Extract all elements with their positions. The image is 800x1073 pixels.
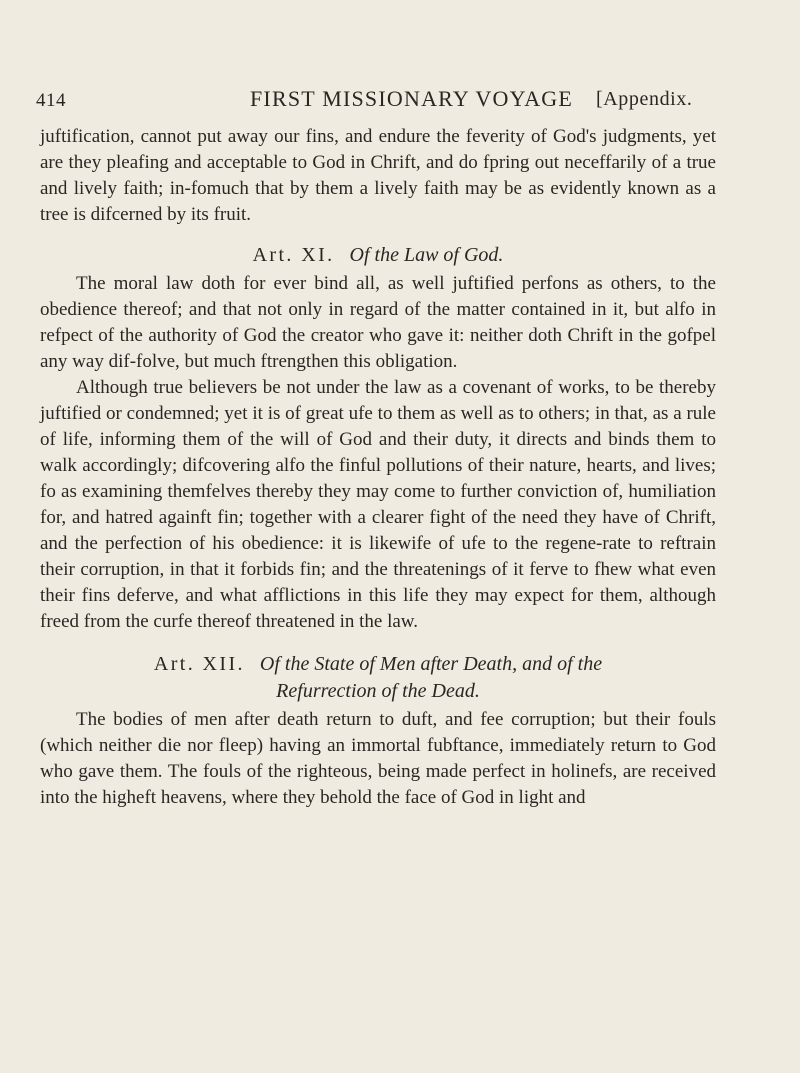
article-11-paragraph-2: Although true believers be not under the law as a covenant of works, to be thereby juftified or condemned; yet it is of great ufe to them as well as to others; in that, as a rule of life, informing them of the will of God and their duty, it directs and binds them to walk accordingly; difcovering alfo the finful pollutions of their nature, hearts, and lives; fo as examining themfelves thereby they may come to further conviction of, humiliation for, and hatred againft fin; together with a clearer fight of the need they have of Chrift, and the perfection of his obedience: it is likewife of ufe to the regene-rate to reftrain their corruption, in that it forbids fin; and the threatenings of it ferve to fhew what even their fins deferve, and what afflictions in this life they may expect for them, although freed from the curfe thereof threatened in the law.: [40, 377, 716, 632]
paragraph-continuation: juftification, cannot put away our fins, and endure the feverity of God's judgments, yet are they pleafing and acceptable to God in Chrift, and do fpring out neceffarily of a true and lively faith; in-fomuch that by them a lively faith may be as evidently known as a tree is difcerned by its fruit.: [40, 126, 716, 225]
article-label: Art. XI.: [252, 244, 335, 266]
article-title-line-1: Of the State of Men after Death, and of the: [259, 653, 603, 675]
page-number: 414: [36, 90, 66, 111]
article-heading-12: [40, 651, 716, 705]
page-body: [40, 124, 716, 811]
page-header: [0, 82, 800, 118]
article-12-paragraph-1: The bodies of men after death return to duft, and fee corruption; but their fouls (which neither die nor fleep) having an immortal fubftance, immediately return to God who gave them. The fouls of the righteous, being made perfect in holinefs, are received into the higheft heavens, where they behold the face of God in light and: [40, 709, 716, 808]
article-label: Art. XII.: [153, 653, 245, 675]
article-11-paragraph-1: The moral law doth for ever bind all, as well juftified perfons as others, to the obedience thereof; and that not only in regard of the matter contained in it, but alfo in refpect of the authority of God the creator who gave it: neither doth Chrift in the gofpel any way dif-folve, but much ftrengthen this obligation.: [40, 273, 716, 372]
running-title: FIRST MISSIONARY VOYAGE: [250, 86, 574, 111]
article-heading-11: [40, 242, 716, 269]
article-title-line-2: Refurrection of the Dead.: [276, 680, 480, 702]
article-title: Of the Law of God.: [349, 244, 504, 266]
section-tag: [Appendix.: [596, 88, 693, 110]
